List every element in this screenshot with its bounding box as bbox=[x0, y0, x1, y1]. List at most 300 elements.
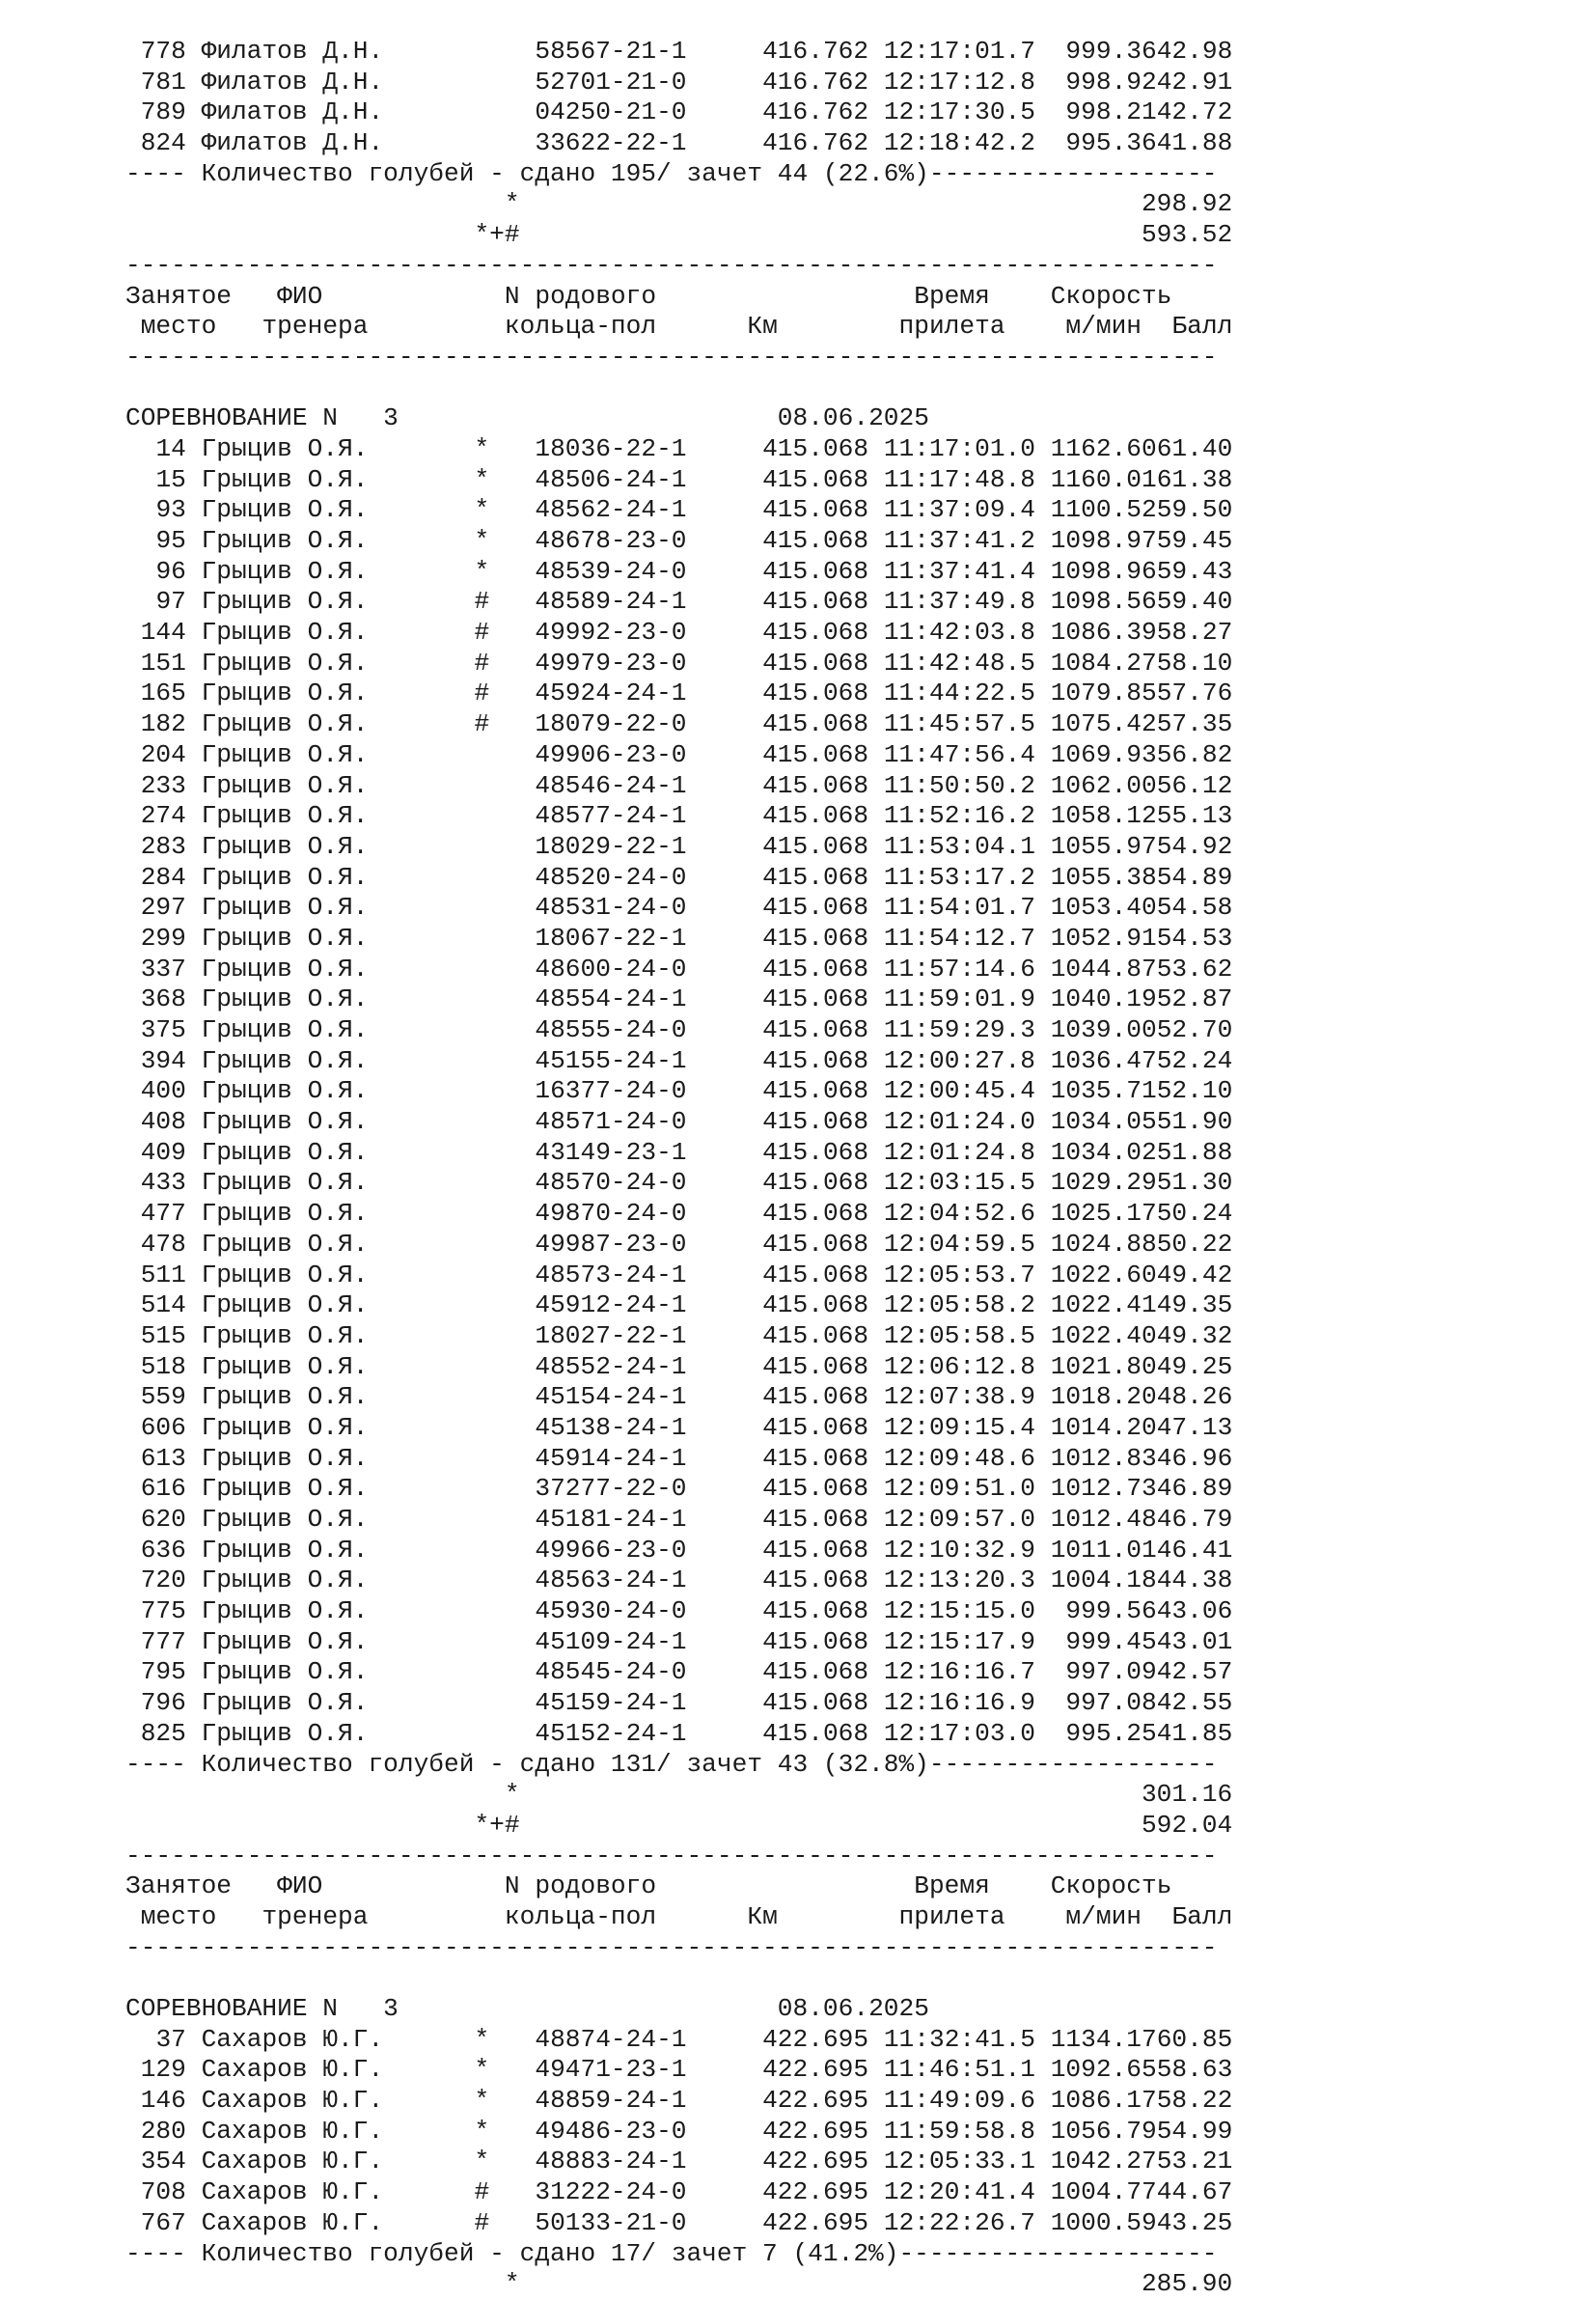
table-row bbox=[125, 2177, 1232, 2208]
km-cell: 415.068 bbox=[762, 1045, 869, 1075]
header-name: ФИО bbox=[277, 1871, 323, 1901]
speed-cell: 1012.83 bbox=[1050, 1443, 1157, 1473]
place-cell: 775 bbox=[140, 1596, 186, 1626]
mark-cell: * bbox=[474, 2147, 490, 2176]
place-cell: 233 bbox=[140, 770, 186, 800]
score-cell: 43.25 bbox=[1156, 2207, 1233, 2237]
place-cell: 15 bbox=[155, 464, 186, 494]
trainer-cell: Грыцив О.Я. bbox=[201, 1626, 369, 1656]
time-cell: 12:13:20.3 bbox=[883, 1566, 1035, 1595]
place-cell: 280 bbox=[140, 2116, 186, 2146]
score-cell: 51.90 bbox=[1156, 1107, 1233, 1137]
score-cell: 50.22 bbox=[1156, 1229, 1233, 1259]
place-cell: 297 bbox=[140, 893, 186, 923]
speed-cell: 1022.60 bbox=[1050, 1260, 1157, 1289]
table-row bbox=[125, 68, 1232, 98]
table-row bbox=[125, 709, 1232, 740]
score-cell: 48.26 bbox=[1156, 1382, 1233, 1412]
table-row bbox=[125, 557, 1232, 588]
time-cell: 12:09:51.0 bbox=[883, 1474, 1035, 1504]
place-cell: 37 bbox=[155, 2024, 186, 2054]
score-cell: 55.13 bbox=[1156, 801, 1233, 831]
place-cell: 375 bbox=[140, 1015, 186, 1044]
time-cell: 11:59:29.3 bbox=[883, 1015, 1035, 1044]
trainer-cell: Сахаров Ю.Г. bbox=[201, 2147, 384, 2176]
star-hash-marker: *+# bbox=[474, 1810, 520, 1840]
place-cell: 559 bbox=[140, 1382, 186, 1412]
trainer-cell: Грыцив О.Я. bbox=[201, 1045, 369, 1075]
trainer-cell: Грыцив О.Я. bbox=[201, 1688, 369, 1718]
score-cell: 59.43 bbox=[1156, 556, 1233, 586]
table-row bbox=[125, 1536, 1232, 1566]
trainer-cell: Грыцив О.Я. bbox=[201, 1412, 369, 1442]
competition-title-line bbox=[125, 1994, 1232, 2025]
blank-line bbox=[125, 1963, 1232, 1994]
header-score: Балл bbox=[1171, 312, 1233, 342]
star-hash-total: 593.52 bbox=[1141, 220, 1233, 250]
score-cell: 42.55 bbox=[1156, 1688, 1233, 1718]
place-cell: 616 bbox=[140, 1474, 186, 1504]
time-cell: 11:47:56.4 bbox=[883, 739, 1035, 769]
score-cell: 59.40 bbox=[1156, 587, 1233, 617]
speed-cell: 1084.27 bbox=[1050, 648, 1157, 678]
time-cell: 11:37:09.4 bbox=[883, 495, 1035, 525]
score-cell: 52.10 bbox=[1156, 1076, 1233, 1106]
trainer-cell: Грыцив О.Я. bbox=[201, 1351, 369, 1381]
score-cell: 41.88 bbox=[1156, 128, 1233, 158]
time-cell: 11:52:16.2 bbox=[883, 801, 1035, 831]
time-cell: 12:01:24.8 bbox=[883, 1137, 1035, 1167]
place-cell: 394 bbox=[140, 1045, 186, 1075]
place-cell: 478 bbox=[140, 1229, 186, 1259]
ring-cell: 58567-21-1 bbox=[535, 37, 687, 66]
time-cell: 12:10:32.9 bbox=[883, 1535, 1035, 1565]
score-cell: 42.98 bbox=[1156, 37, 1233, 66]
header-speed: м/мин bbox=[1065, 1901, 1142, 1931]
km-cell: 415.068 bbox=[762, 679, 869, 708]
place-cell: 767 bbox=[140, 2207, 186, 2237]
trainer-cell: Филатов Д.Н. bbox=[201, 128, 384, 158]
table-row bbox=[125, 1199, 1232, 1230]
km-cell: 415.068 bbox=[762, 770, 869, 800]
competition-title-line bbox=[125, 403, 1232, 434]
km-cell: 415.068 bbox=[762, 1137, 869, 1167]
table-row bbox=[125, 526, 1232, 557]
km-cell: 415.068 bbox=[762, 923, 869, 953]
star-marker: * bbox=[504, 2269, 520, 2299]
speed-cell: 1011.01 bbox=[1050, 1535, 1157, 1565]
mark-cell: * bbox=[474, 556, 490, 586]
time-cell: 11:44:22.5 bbox=[883, 679, 1035, 708]
count-summary-text: ---- Количество голубей - сдано 195/ зачет 44 (22.6%)------------------- bbox=[125, 158, 1218, 188]
score-cell: 59.50 bbox=[1156, 495, 1233, 525]
score-cell: 54.92 bbox=[1156, 831, 1233, 861]
speed-cell: 1098.56 bbox=[1050, 587, 1157, 617]
ring-cell: 16377-24-0 bbox=[535, 1076, 687, 1106]
trainer-cell: Грыцив О.Я. bbox=[201, 1320, 369, 1350]
km-cell: 415.068 bbox=[762, 433, 869, 463]
score-cell: 54.89 bbox=[1156, 862, 1233, 892]
time-cell: 11:59:01.9 bbox=[883, 984, 1035, 1014]
score-cell: 61.40 bbox=[1156, 433, 1233, 463]
km-cell: 415.068 bbox=[762, 526, 869, 555]
speed-cell: 1053.40 bbox=[1050, 893, 1157, 923]
speed-cell: 1052.91 bbox=[1050, 923, 1157, 953]
time-cell: 12:17:30.5 bbox=[883, 97, 1035, 127]
competition-number: 3 bbox=[383, 1994, 399, 2023]
ring-cell: 48520-24-0 bbox=[535, 862, 687, 892]
place-cell: 515 bbox=[140, 1320, 186, 1350]
speed-cell: 1004.77 bbox=[1050, 2177, 1157, 2207]
column-header-row-2 bbox=[125, 312, 1232, 343]
score-cell: 49.35 bbox=[1156, 1290, 1233, 1320]
star-total: 298.92 bbox=[1141, 189, 1233, 219]
table-row bbox=[125, 1321, 1232, 1352]
competition-label: СОРЕВНОВАНИЕ N bbox=[125, 1994, 339, 2023]
time-cell: 12:17:01.7 bbox=[883, 37, 1035, 66]
km-cell: 422.695 bbox=[762, 2086, 869, 2116]
star-hash-total-line bbox=[125, 220, 1232, 251]
km-cell: 415.068 bbox=[762, 862, 869, 892]
ring-cell: 48554-24-1 bbox=[535, 984, 687, 1014]
score-cell: 57.76 bbox=[1156, 679, 1233, 708]
ring-cell: 48562-24-1 bbox=[535, 495, 687, 525]
table-row bbox=[125, 1382, 1232, 1413]
trainer-cell: Грыцив О.Я. bbox=[201, 862, 369, 892]
km-cell: 422.695 bbox=[762, 2055, 869, 2085]
time-cell: 11:54:01.7 bbox=[883, 893, 1035, 923]
km-cell: 415.068 bbox=[762, 495, 869, 525]
mark-cell: * bbox=[474, 2024, 490, 2054]
trainer-cell: Грыцив О.Я. bbox=[201, 1168, 369, 1198]
table-row bbox=[125, 1230, 1232, 1261]
time-cell: 11:50:50.2 bbox=[883, 770, 1035, 800]
header-place: Занятое bbox=[125, 281, 233, 311]
km-cell: 415.068 bbox=[762, 1657, 869, 1687]
place-cell: 354 bbox=[140, 2147, 186, 2176]
separator-text: ------------------------------------------------------------------------ bbox=[125, 1932, 1218, 1962]
time-cell: 12:17:12.8 bbox=[883, 67, 1035, 97]
speed-cell: 1062.00 bbox=[1050, 770, 1157, 800]
score-cell: 58.63 bbox=[1156, 2055, 1233, 2085]
table-row bbox=[125, 771, 1232, 802]
km-cell: 415.068 bbox=[762, 1168, 869, 1198]
column-header-row-2 bbox=[125, 1902, 1232, 1933]
km-cell: 416.762 bbox=[762, 128, 869, 158]
speed-cell: 997.09 bbox=[1065, 1657, 1157, 1687]
place-cell: 368 bbox=[140, 984, 186, 1014]
speed-cell: 1086.39 bbox=[1050, 618, 1157, 648]
ring-cell: 48600-24-0 bbox=[535, 954, 687, 984]
place-cell: 433 bbox=[140, 1168, 186, 1198]
km-cell: 415.068 bbox=[762, 1412, 869, 1442]
star-total: 301.16 bbox=[1141, 1780, 1233, 1810]
header-ring: N родового bbox=[504, 1871, 657, 1901]
ring-cell: 49992-23-0 bbox=[535, 618, 687, 648]
place-cell: 400 bbox=[140, 1076, 186, 1106]
trainer-cell: Грыцив О.Я. bbox=[201, 1657, 369, 1687]
star-hash-marker: *+# bbox=[474, 220, 520, 250]
trainer-cell: Грыцив О.Я. bbox=[201, 893, 369, 923]
trainer-cell: Филатов Д.Н. bbox=[201, 37, 384, 66]
speed-cell: 1055.97 bbox=[1050, 831, 1157, 861]
time-cell: 12:17:03.0 bbox=[883, 1718, 1035, 1748]
time-cell: 11:45:57.5 bbox=[883, 709, 1035, 739]
time-cell: 12:09:57.0 bbox=[883, 1505, 1035, 1534]
mark-cell: # bbox=[474, 587, 490, 617]
table-row bbox=[125, 1352, 1232, 1383]
ring-cell: 45109-24-1 bbox=[535, 1626, 687, 1656]
place-cell: 408 bbox=[140, 1107, 186, 1137]
km-cell: 422.695 bbox=[762, 2177, 869, 2207]
ring-cell: 45914-24-1 bbox=[535, 1443, 687, 1473]
km-cell: 422.695 bbox=[762, 2147, 869, 2176]
place-cell: 720 bbox=[140, 1566, 186, 1595]
time-cell: 11:53:04.1 bbox=[883, 831, 1035, 861]
km-cell: 415.068 bbox=[762, 893, 869, 923]
blank-line bbox=[125, 374, 1232, 404]
speed-cell: 1018.20 bbox=[1050, 1382, 1157, 1412]
ring-cell: 49870-24-0 bbox=[535, 1199, 687, 1229]
km-cell: 415.068 bbox=[762, 1107, 869, 1137]
trainer-cell: Грыцив О.Я. bbox=[201, 1076, 369, 1106]
km-cell: 415.068 bbox=[762, 831, 869, 861]
place-cell: 409 bbox=[140, 1137, 186, 1167]
ring-cell: 49906-23-0 bbox=[535, 739, 687, 769]
column-header-row-1 bbox=[125, 282, 1232, 313]
score-cell: 46.89 bbox=[1156, 1474, 1233, 1504]
ring-cell: 48859-24-1 bbox=[535, 2086, 687, 2116]
time-cell: 12:04:59.5 bbox=[883, 1229, 1035, 1259]
place-cell: 129 bbox=[140, 2055, 186, 2085]
km-cell: 415.068 bbox=[762, 1382, 869, 1412]
speed-cell: 998.21 bbox=[1065, 97, 1157, 127]
time-cell: 12:16:16.9 bbox=[883, 1688, 1035, 1718]
place-cell: 511 bbox=[140, 1260, 186, 1289]
score-cell: 53.21 bbox=[1156, 2147, 1233, 2176]
time-cell: 12:09:48.6 bbox=[883, 1443, 1035, 1473]
mark-cell: * bbox=[474, 464, 490, 494]
time-cell: 12:05:58.2 bbox=[883, 1290, 1035, 1320]
ring-cell: 45181-24-1 bbox=[535, 1505, 687, 1534]
place-cell: 778 bbox=[140, 37, 186, 66]
header-ring: кольца-пол bbox=[504, 312, 657, 342]
place-cell: 97 bbox=[155, 587, 186, 617]
speed-cell: 1058.12 bbox=[1050, 801, 1157, 831]
table-row bbox=[125, 618, 1232, 649]
km-cell: 415.068 bbox=[762, 1229, 869, 1259]
trainer-cell: Грыцив О.Я. bbox=[201, 1107, 369, 1137]
trainer-cell: Сахаров Ю.Г. bbox=[201, 2086, 384, 2116]
km-cell: 415.068 bbox=[762, 984, 869, 1014]
ring-cell: 48883-24-1 bbox=[535, 2147, 687, 2176]
mark-cell: * bbox=[474, 433, 490, 463]
header-time: Время bbox=[914, 281, 990, 311]
mark-cell: # bbox=[474, 618, 490, 648]
ring-cell: 45154-24-1 bbox=[535, 1382, 687, 1412]
score-cell: 61.38 bbox=[1156, 464, 1233, 494]
time-cell: 11:37:41.4 bbox=[883, 556, 1035, 586]
trainer-cell: Грыцив О.Я. bbox=[201, 984, 369, 1014]
speed-cell: 1012.48 bbox=[1050, 1505, 1157, 1534]
score-cell: 42.57 bbox=[1156, 1657, 1233, 1687]
trainer-cell: Грыцив О.Я. bbox=[201, 1015, 369, 1044]
trainer-cell: Грыцив О.Я. bbox=[201, 1290, 369, 1320]
score-cell: 42.72 bbox=[1156, 97, 1233, 127]
ring-cell: 48571-24-0 bbox=[535, 1107, 687, 1137]
km-cell: 415.068 bbox=[762, 1596, 869, 1626]
km-cell: 422.695 bbox=[762, 2207, 869, 2237]
score-cell: 52.70 bbox=[1156, 1015, 1233, 1044]
ring-cell: 45152-24-1 bbox=[535, 1718, 687, 1748]
time-cell: 11:17:48.8 bbox=[883, 464, 1035, 494]
speed-cell: 995.25 bbox=[1065, 1718, 1157, 1748]
ring-cell: 48555-24-0 bbox=[535, 1015, 687, 1044]
table-row bbox=[125, 740, 1232, 771]
ring-cell: 45138-24-1 bbox=[535, 1412, 687, 1442]
table-row bbox=[125, 2208, 1232, 2239]
score-cell: 53.62 bbox=[1156, 954, 1233, 984]
table-row bbox=[125, 465, 1232, 496]
score-cell: 47.13 bbox=[1156, 1412, 1233, 1442]
trainer-cell: Филатов Д.Н. bbox=[201, 97, 384, 127]
table-row bbox=[125, 1015, 1232, 1046]
trainer-cell: Сахаров Ю.Г. bbox=[201, 2177, 384, 2207]
star-total-line bbox=[125, 189, 1232, 220]
km-cell: 422.695 bbox=[762, 2116, 869, 2146]
table-row bbox=[125, 1444, 1232, 1475]
header-time: прилета bbox=[898, 312, 1005, 342]
table-row bbox=[125, 984, 1232, 1015]
place-cell: 606 bbox=[140, 1412, 186, 1442]
score-cell: 44.38 bbox=[1156, 1566, 1233, 1595]
table-row bbox=[125, 1413, 1232, 1444]
place-cell: 337 bbox=[140, 954, 186, 984]
star-total-line bbox=[125, 1780, 1232, 1811]
speed-cell: 1098.96 bbox=[1050, 556, 1157, 586]
trainer-cell: Грыцив О.Я. bbox=[201, 1596, 369, 1626]
header-speed: Скорость bbox=[1050, 1871, 1172, 1901]
table-row bbox=[125, 1505, 1232, 1536]
time-cell: 12:06:12.8 bbox=[883, 1351, 1035, 1381]
ring-cell: 33622-22-1 bbox=[535, 128, 687, 158]
ring-cell: 48545-24-0 bbox=[535, 1657, 687, 1687]
trainer-cell: Сахаров Ю.Г. bbox=[201, 2055, 384, 2085]
time-cell: 12:05:58.5 bbox=[883, 1320, 1035, 1350]
km-cell: 416.762 bbox=[762, 97, 869, 127]
table-row bbox=[125, 1290, 1232, 1321]
trainer-cell: Грыцив О.Я. bbox=[201, 526, 369, 555]
header-speed: Скорость bbox=[1050, 281, 1172, 311]
speed-cell: 1012.73 bbox=[1050, 1474, 1157, 1504]
speed-cell: 1086.17 bbox=[1050, 2086, 1157, 2116]
time-cell: 12:18:42.2 bbox=[883, 128, 1035, 158]
time-cell: 11:57:14.6 bbox=[883, 954, 1035, 984]
score-cell: 43.06 bbox=[1156, 1596, 1233, 1626]
km-cell: 415.068 bbox=[762, 1076, 869, 1106]
score-cell: 58.22 bbox=[1156, 2086, 1233, 2116]
place-cell: 477 bbox=[140, 1199, 186, 1229]
table-row bbox=[125, 37, 1232, 68]
km-cell: 415.068 bbox=[762, 1718, 869, 1748]
trainer-cell: Филатов Д.Н. bbox=[201, 67, 384, 97]
mark-cell: * bbox=[474, 495, 490, 525]
score-cell: 46.79 bbox=[1156, 1505, 1233, 1534]
score-cell: 58.27 bbox=[1156, 618, 1233, 648]
header-name: тренера bbox=[261, 312, 369, 342]
competition-date: 08.06.2025 bbox=[777, 1994, 929, 2023]
table-row bbox=[125, 1688, 1232, 1719]
time-cell: 11:17:01.0 bbox=[883, 433, 1035, 463]
place-cell: 93 bbox=[155, 495, 186, 525]
trainer-cell: Грыцив О.Я. bbox=[201, 801, 369, 831]
ring-cell: 43149-23-1 bbox=[535, 1137, 687, 1167]
score-cell: 46.96 bbox=[1156, 1443, 1233, 1473]
time-cell: 12:03:15.5 bbox=[883, 1168, 1035, 1198]
time-cell: 11:37:41.2 bbox=[883, 526, 1035, 555]
time-cell: 12:07:38.9 bbox=[883, 1382, 1035, 1412]
trainer-cell: Грыцив О.Я. bbox=[201, 495, 369, 525]
star-hash-total: 592.04 bbox=[1141, 1810, 1233, 1840]
speed-cell: 1004.18 bbox=[1050, 1566, 1157, 1595]
trainer-cell: Грыцив О.Я. bbox=[201, 1535, 369, 1565]
km-cell: 415.068 bbox=[762, 1260, 869, 1289]
place-cell: 204 bbox=[140, 739, 186, 769]
score-cell: 43.01 bbox=[1156, 1626, 1233, 1656]
km-cell: 415.068 bbox=[762, 618, 869, 648]
competition-date: 08.06.2025 bbox=[777, 403, 929, 433]
ring-cell: 18027-22-1 bbox=[535, 1320, 687, 1350]
place-cell: 518 bbox=[140, 1351, 186, 1381]
trainer-cell: Грыцив О.Я. bbox=[201, 618, 369, 648]
trainer-cell: Грыцив О.Я. bbox=[201, 556, 369, 586]
ring-cell: 48506-24-1 bbox=[535, 464, 687, 494]
table-row bbox=[125, 1566, 1232, 1596]
score-cell: 49.32 bbox=[1156, 1320, 1233, 1350]
separator-line bbox=[125, 251, 1232, 282]
speed-cell: 1098.97 bbox=[1050, 526, 1157, 555]
time-cell: 12:00:27.8 bbox=[883, 1045, 1035, 1075]
km-cell: 415.068 bbox=[762, 1015, 869, 1044]
place-cell: 795 bbox=[140, 1657, 186, 1687]
speed-cell: 1162.60 bbox=[1050, 433, 1157, 463]
place-cell: 613 bbox=[140, 1443, 186, 1473]
speed-cell: 995.36 bbox=[1065, 128, 1157, 158]
star-total-line bbox=[125, 2269, 1232, 2300]
km-cell: 415.068 bbox=[762, 1290, 869, 1320]
ring-cell: 48577-24-1 bbox=[535, 801, 687, 831]
time-cell: 11:54:12.7 bbox=[883, 923, 1035, 953]
trainer-cell: Грыцив О.Я. bbox=[201, 587, 369, 617]
ring-cell: 18067-22-1 bbox=[535, 923, 687, 953]
trainer-cell: Грыцив О.Я. bbox=[201, 709, 369, 739]
table-row bbox=[125, 1168, 1232, 1199]
header-time: прилета bbox=[898, 1901, 1005, 1931]
place-cell: 95 bbox=[155, 526, 186, 555]
score-cell: 54.53 bbox=[1156, 923, 1233, 953]
trainer-cell: Грыцив О.Я. bbox=[201, 1566, 369, 1595]
table-row bbox=[125, 893, 1232, 924]
score-cell: 42.91 bbox=[1156, 67, 1233, 97]
speed-cell: 1079.85 bbox=[1050, 679, 1157, 708]
mark-cell: # bbox=[474, 679, 490, 708]
mark-cell: * bbox=[474, 2055, 490, 2085]
km-cell: 422.695 bbox=[762, 2024, 869, 2054]
trainer-cell: Сахаров Ю.Г. bbox=[201, 2024, 384, 2054]
count-summary-line bbox=[125, 2239, 1232, 2270]
results-document bbox=[125, 37, 1232, 2300]
separator-line bbox=[125, 1842, 1232, 1872]
